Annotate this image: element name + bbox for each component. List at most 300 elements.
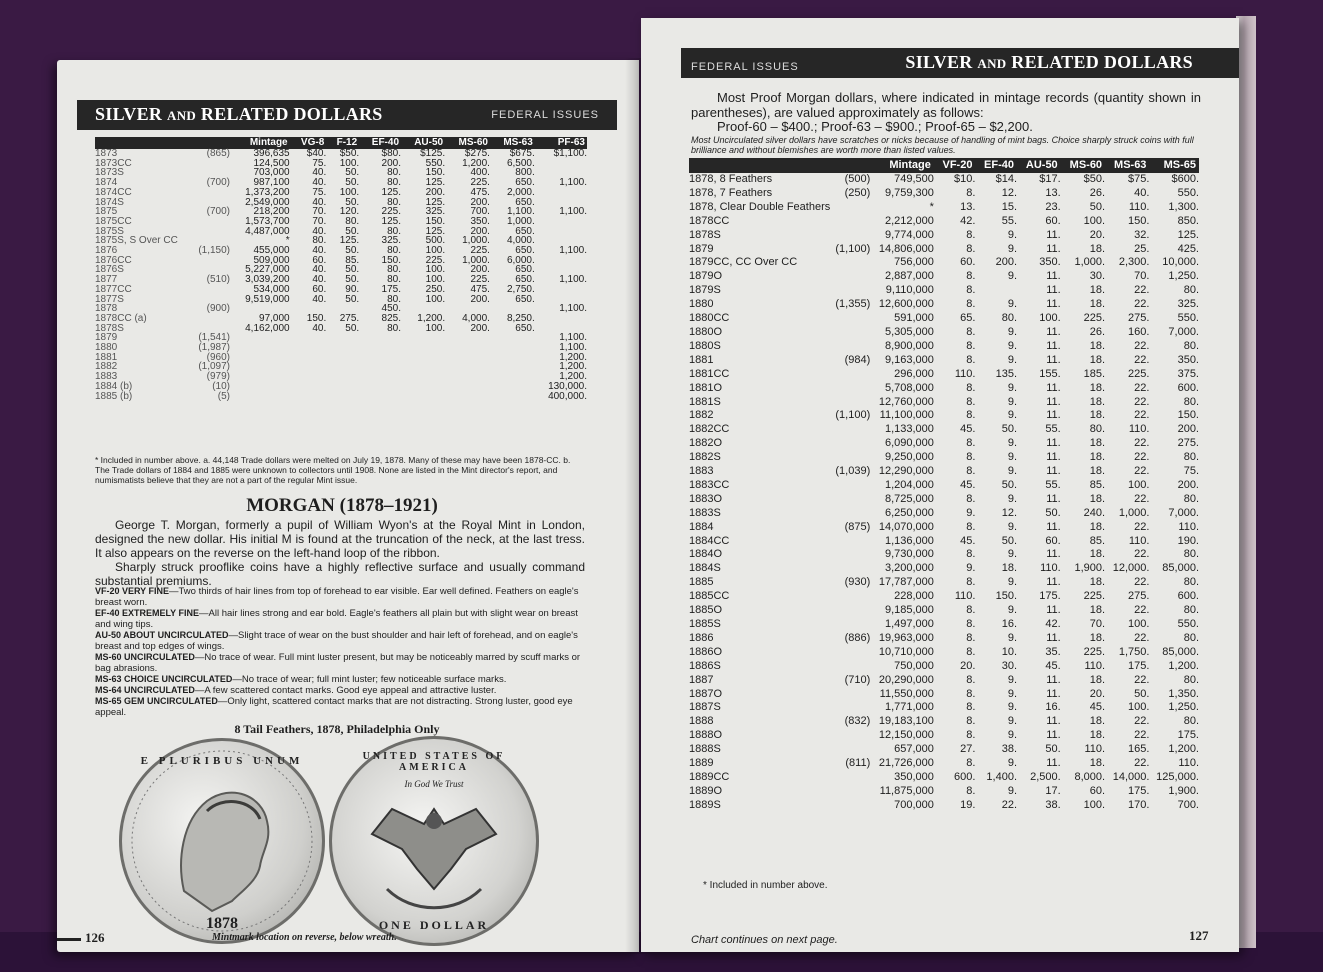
price-cell: 42. [960, 214, 976, 227]
price-cell [326, 372, 359, 382]
price-cell: 100. [1128, 618, 1150, 630]
table-row [689, 646, 1199, 660]
price-cell [535, 256, 587, 266]
price-cell: 22. [1134, 339, 1150, 352]
price-cell: 190. [1177, 534, 1199, 547]
price-cell: 600. [1177, 381, 1199, 394]
price-cell: 200. [470, 264, 490, 276]
price-cell: 20. [1089, 228, 1106, 241]
row-label: 1877CC [95, 283, 132, 295]
price-cell: 40. [1134, 186, 1150, 199]
price-cell: 110. [1040, 562, 1061, 575]
column-header: MS-65 [1149, 158, 1199, 173]
mintage-value: 21,726,000 [878, 757, 934, 770]
price-cell: $14. [995, 173, 1018, 185]
price-cell: 22. [1134, 715, 1150, 728]
price-cell: 8. [966, 186, 976, 199]
price-cell: 18. [1089, 298, 1106, 311]
price-cell: 350. [1177, 353, 1199, 366]
table-row [689, 757, 1199, 771]
proof-mintage [830, 326, 870, 340]
mintage-value: 509,000 [253, 254, 290, 266]
price-cell: $17. [1039, 173, 1061, 185]
price-cell: 1,000. [462, 235, 490, 247]
price-cell: 100. [339, 186, 360, 198]
price-cell: 9. [1007, 687, 1018, 700]
price-cell: 650. [515, 322, 535, 334]
price-cell: 50. [1001, 423, 1018, 436]
price-cell [445, 353, 490, 363]
price-cell: $1,100. [553, 148, 587, 159]
proof-intro: Most Proof Morgan dollars, where indicated in mintage records (quantity shown in parentheses), are valued approximately as follows: [691, 90, 1201, 120]
uncirculated-note: Most Uncirculated silver dollars have scratches or nicks because of handling of mint bags. Choice sharply struck coins with full brilliance and without blemishes are worth more than listed values. [691, 135, 1194, 155]
price-cell [490, 343, 535, 353]
price-cell: 375. [1177, 367, 1199, 380]
proof-mintage [830, 618, 870, 632]
price-cell: $10. [954, 173, 976, 185]
row-label: 1873CC [95, 157, 132, 169]
column-header: Mintage [230, 137, 290, 149]
row-label: 1876CC [95, 254, 132, 266]
price-cell: $600. [1171, 173, 1199, 185]
price-cell: 9. [1007, 353, 1018, 366]
proof-mintage [830, 312, 870, 326]
row-label: 1873 [95, 148, 118, 159]
price-cell: 9. [1007, 395, 1018, 408]
price-cell: 11. [1046, 451, 1061, 464]
price-cell: 18. [1089, 757, 1106, 770]
mintage-value: 218,200 [253, 206, 290, 218]
price-cell: 11. [1046, 325, 1061, 338]
mintage-value: 534,000 [253, 283, 290, 295]
price-cell: 8. [966, 520, 976, 533]
row-label: 1886S [689, 659, 721, 672]
price-cell [290, 343, 327, 353]
price-cell [401, 382, 445, 392]
proof-mintage [185, 227, 230, 237]
table-row [95, 392, 587, 402]
mintage-value: 12,600,000 [878, 298, 934, 311]
row-label: 1882O [689, 437, 723, 450]
price-cell: 100. [425, 264, 446, 276]
price-cell: 80. [387, 177, 402, 189]
price-cell: 22. [1134, 409, 1150, 422]
price-cell: 9. [1007, 520, 1018, 533]
column-header: AU-50 [401, 137, 445, 149]
row-label: 1880 [689, 298, 714, 311]
price-cell: 20. [960, 659, 976, 672]
table-row [689, 215, 1199, 229]
price-cell: 55. [1045, 423, 1061, 436]
table-row [689, 354, 1199, 368]
price-cell: 9. [1007, 673, 1018, 686]
price-cell: 125. [339, 235, 360, 247]
row-label: 1875S [95, 225, 124, 237]
table-row [689, 437, 1199, 451]
column-header: VF-20 [934, 158, 976, 173]
price-cell: 42. [1045, 618, 1061, 630]
price-cell: 22. [1134, 437, 1150, 450]
price-cell: 200. [470, 225, 490, 237]
mintage-value [230, 343, 290, 353]
proof-mintage: (1,097) [198, 361, 230, 373]
price-cell: 40. [312, 245, 327, 257]
proof-mintage: (984) [844, 353, 871, 366]
price-cell: 30. [1089, 270, 1106, 283]
table-row [689, 479, 1199, 493]
price-cell [445, 372, 490, 382]
right-header-title: SILVER AND RELATED DOLLARS [905, 52, 1193, 72]
row-label: 1878, Clear Double Feathers [689, 200, 831, 213]
mintage-value: 11,875,000 [879, 784, 934, 797]
price-cell: 100. [1128, 701, 1150, 714]
row-label: 1879O [689, 270, 723, 283]
price-cell: 40. [312, 293, 327, 305]
proof-mintage: (1,355) [835, 298, 871, 311]
price-cell: 175. [1039, 590, 1061, 603]
price-cell: 350. [470, 215, 490, 227]
price-cell: 8. [966, 409, 976, 422]
mintage-value: 1,373,200 [245, 186, 290, 198]
price-cell: 80. [1183, 576, 1199, 589]
price-cell: 100. [1039, 312, 1061, 325]
proof-mintage: (865) [206, 148, 230, 159]
price-cell: 38. [1045, 798, 1061, 811]
price-cell: 650. [515, 196, 535, 208]
price-cell: 275. [1177, 437, 1199, 450]
price-cell: 10. [1001, 645, 1018, 658]
price-cell: 8. [966, 548, 976, 561]
proof-mintage: (700) [206, 206, 230, 218]
price-cell: 40. [312, 264, 327, 276]
price-cell: 22. [1134, 395, 1150, 408]
reverse-denomination: ONE DOLLAR [378, 918, 490, 932]
price-cell: 9. [1007, 325, 1018, 338]
price-cell: $675. [509, 148, 535, 159]
price-cell: 650. [515, 264, 535, 276]
price-cell: 75. [312, 157, 327, 169]
price-cell: 50. [1045, 743, 1061, 756]
price-cell: 12. [1001, 506, 1018, 519]
proof-mintage [830, 646, 870, 660]
price-cell: 45. [960, 478, 976, 491]
row-label: 1884 (b) [95, 380, 133, 392]
row-label: 1883 [95, 371, 118, 383]
row-label: 1883O [689, 492, 723, 505]
price-cell: 200. [1177, 478, 1199, 491]
mintage-value: 749,500 [894, 173, 934, 185]
price-cell: 22. [1001, 798, 1018, 811]
price-cell: 40. [312, 225, 327, 237]
proof-mintage: (10) [212, 380, 230, 392]
grade-text: —A few scattered contact marks. Good eye appeal and attractive luster. [194, 685, 497, 696]
price-cell: 9. [1007, 548, 1018, 561]
price-cell: 35. [1045, 645, 1061, 658]
table-row [95, 168, 587, 178]
row-label: 1889 [689, 757, 714, 770]
row-label: 1885O [689, 604, 723, 617]
mintage-value: 1,204,000 [884, 478, 934, 491]
price-cell: 200. [470, 322, 490, 334]
price-cell: 11. [1046, 353, 1061, 366]
price-cell: 11. [1046, 492, 1061, 505]
price-cell: 80. [387, 293, 402, 305]
price-cell: 22. [1134, 298, 1150, 311]
price-cell [326, 382, 359, 392]
row-label: 1880S [689, 339, 721, 352]
chart-continues-note: Chart continues on next page. [691, 934, 838, 946]
price-cell: 11. [1046, 381, 1061, 394]
price-cell: 18. [1089, 729, 1106, 742]
price-cell: 12. [1001, 186, 1018, 199]
price-cell: 1,100. [506, 206, 535, 218]
proof-mintage [830, 423, 870, 437]
price-cell: 8. [966, 757, 976, 770]
mintage-value: 17,787,000 [878, 576, 934, 589]
price-cell: 8. [966, 492, 976, 505]
price-cell: 80. [1183, 492, 1199, 505]
page-edges [1236, 16, 1256, 948]
price-cell: 825. [381, 312, 402, 324]
table-row [689, 521, 1199, 535]
proof-mintage [830, 368, 870, 382]
price-cell: 8. [966, 395, 976, 408]
row-label: 1888O [689, 729, 723, 742]
table-row [689, 576, 1199, 590]
column-header: MS-63 [1105, 158, 1149, 173]
mintage-value: 455,000 [253, 245, 290, 257]
column-header: MS-63 [490, 137, 535, 149]
price-cell [290, 362, 327, 372]
price-cell: 85. [345, 254, 360, 266]
price-cell: 22. [1134, 631, 1150, 644]
price-cell: 80. [1183, 395, 1199, 408]
price-cell: 22. [1134, 673, 1150, 686]
price-cell: 1,100. [559, 206, 587, 218]
price-cell: 130,000. [548, 380, 587, 392]
price-cell: 8. [966, 381, 976, 394]
proof-mintage [830, 785, 870, 799]
grade-entry [95, 630, 585, 652]
price-cell: 40. [312, 274, 327, 286]
price-cell: 40. [312, 177, 327, 189]
row-label: 1875 [95, 206, 118, 218]
reverse-coin-image [329, 736, 539, 946]
price-cell [290, 353, 327, 363]
mintage-value: 2,887,000 [884, 270, 934, 283]
price-cell: 50. [345, 245, 360, 257]
price-cell: 18. [1089, 395, 1106, 408]
mintage-value: 9,185,000 [884, 604, 934, 617]
left-header-title: SILVER AND RELATED DOLLARS [95, 104, 383, 124]
price-cell: 85,000. [1162, 645, 1199, 658]
row-label: 1889O [689, 784, 723, 797]
table-row [95, 188, 587, 198]
price-cell: 550. [1177, 312, 1199, 325]
price-cell: 700. [1177, 798, 1199, 811]
table-row [689, 674, 1199, 688]
row-label: 1886 [689, 631, 714, 644]
mintage-value: 11,100,000 [879, 409, 934, 422]
price-cell: 80. [387, 322, 402, 334]
column-header: F-12 [326, 137, 359, 149]
row-label: 1888 [689, 715, 714, 728]
price-cell: 16. [1001, 618, 1018, 630]
proof-mintage: (1,987) [198, 342, 230, 354]
row-label: 1878CC [689, 214, 730, 227]
price-cell: 9. [966, 562, 976, 575]
coin-caption: 8 Tail Feathers, 1878, Philadelphia Only [234, 722, 440, 736]
price-cell: 11. [1046, 673, 1061, 686]
price-cell: 1,100. [559, 332, 587, 344]
price-cell: 50. [345, 322, 360, 334]
grade-code: MS-63 CHOICE UNCIRCULATED [95, 674, 233, 684]
table-row [689, 284, 1199, 298]
price-cell: 550. [425, 157, 446, 169]
price-cell [490, 372, 535, 382]
price-cell: 9. [1007, 339, 1018, 352]
row-label: 1881 [689, 353, 714, 366]
price-cell: 100. [425, 245, 446, 257]
mintage-value [230, 382, 290, 392]
proof-mintage: (700) [206, 177, 230, 189]
price-cell: 22. [1134, 284, 1150, 297]
price-cell: 18. [1089, 673, 1106, 686]
price-cell: 9. [1007, 715, 1018, 728]
price-cell: 150. [1177, 409, 1199, 422]
mintage-value: 700,000 [894, 798, 934, 811]
proof-mintage: (1,100) [835, 409, 871, 422]
mintage-value: 14,806,000 [878, 242, 934, 255]
price-cell: 80. [312, 235, 327, 247]
table-row [689, 507, 1199, 521]
table-row [689, 785, 1199, 799]
price-cell: 11. [1046, 298, 1061, 311]
price-cell: 9. [1007, 757, 1018, 770]
grade-code: AU-50 ABOUT UNCIRCULATED [95, 630, 229, 640]
price-cell: 55. [1045, 478, 1061, 491]
price-cell: 18. [1089, 492, 1106, 505]
proof-mintage [830, 799, 870, 813]
mintage-value: * [285, 235, 290, 247]
price-cell: 225. [1083, 645, 1106, 658]
price-cell [359, 343, 401, 353]
price-cell: 100. [425, 322, 446, 334]
proof-mintage [830, 660, 870, 674]
right-header-bar [681, 48, 1239, 78]
price-cell: 23. [1045, 200, 1061, 213]
row-label: 1881O [689, 381, 723, 394]
row-label: 1887 [689, 673, 714, 686]
price-cell: 1,200. [1168, 659, 1199, 672]
price-cell: 225. [425, 254, 446, 266]
grade-text: —Two thirds of hair lines from top of forehead to ear visible. Ear well defined. Feathers on eagle's breast worn. [95, 586, 579, 608]
price-cell [490, 353, 535, 363]
price-cell: 60. [312, 254, 327, 266]
price-cell [445, 343, 490, 353]
price-cell: 100. [339, 157, 360, 169]
proof-mintage: (1,039) [835, 465, 871, 478]
price-cell [401, 362, 445, 372]
price-cell [535, 285, 587, 295]
price-cell: 1,350. [1168, 687, 1199, 700]
price-cell: 225. [1128, 367, 1150, 380]
mintage-value: 5,305,000 [884, 325, 934, 338]
mintage-value: 2,212,000 [884, 214, 934, 227]
morgan-title: MORGAN (1878–1921) [246, 495, 438, 516]
proof-mintage [830, 604, 870, 618]
price-cell: 1,900. [1168, 784, 1199, 797]
price-cell: 275. [339, 312, 360, 324]
price-cell: 80. [387, 264, 402, 276]
price-cell: 1,200. [559, 371, 587, 383]
price-cell: 18. [1089, 353, 1106, 366]
price-cell: 1,100. [559, 303, 587, 315]
price-cell: 185. [1083, 367, 1106, 380]
price-cell: 14,000. [1112, 770, 1150, 783]
price-cell: 9. [1007, 298, 1018, 311]
price-cell: 350. [1039, 256, 1061, 269]
mintage-value: 14,070,000 [878, 520, 934, 533]
grade-text: —Slight trace of wear on the bust shoulder and hair left of forehead, and on eagle's breast and top edges of wings. [95, 630, 578, 652]
price-cell: 8. [966, 645, 976, 658]
row-label: 1880CC [689, 312, 730, 325]
price-cell: 150. [425, 167, 446, 179]
price-cell [359, 382, 401, 392]
price-cell: 8. [966, 687, 976, 700]
reverse-motto: In God We Trust [404, 779, 464, 789]
price-cell: 175. [381, 283, 402, 295]
price-cell: 80. [1183, 339, 1199, 352]
left-footnote: * Included in number above. a. 44,148 Trade dollars were melted on July 19, 1878. Many of these may have been 1878-CC. b. The Trade dollars of 1884 and 1885 were unknown to collectors until 1908. None are listed in the Mint director's report, and numismatists believe that they are not a part of the regular Mint issue. [95, 455, 571, 485]
price-cell: 325. [425, 206, 446, 218]
price-cell [359, 392, 401, 402]
price-cell: 11. [1046, 228, 1061, 241]
table-row [689, 396, 1199, 410]
price-cell: 550. [1177, 186, 1199, 199]
price-cell: 9. [1007, 576, 1018, 589]
price-cell: 100. [1128, 478, 1150, 491]
mintage-value: 12,150,000 [878, 729, 934, 742]
price-cell: 4,000. [462, 312, 490, 324]
table-row [689, 243, 1199, 257]
table-row [689, 229, 1199, 243]
table-row [95, 333, 587, 343]
price-cell: 30. [1001, 659, 1018, 672]
row-label: 1876 [95, 245, 118, 257]
price-cell: 1,000. [462, 254, 490, 266]
price-cell: 1,200. [1168, 743, 1199, 756]
price-cell: 11. [1046, 284, 1061, 297]
price-cell: 175. [1128, 784, 1150, 797]
price-cell: 45. [960, 423, 976, 436]
obverse-legend: E PLURIBUS UNUM [140, 755, 304, 767]
price-cell: 200. [1177, 423, 1199, 436]
table-row [689, 701, 1199, 715]
price-cell: 2,300. [1118, 256, 1150, 269]
price-cell [975, 284, 1017, 298]
price-cell: 650. [515, 293, 535, 305]
price-cell: 125,000. [1156, 770, 1199, 783]
price-cell: 8. [966, 339, 976, 352]
price-cell: 60. [312, 283, 327, 295]
mintage-value: 350,000 [894, 770, 934, 783]
price-cell: 70. [1089, 618, 1106, 630]
price-cell: 8. [966, 701, 976, 714]
proof-mintage [830, 771, 870, 785]
table-row [689, 368, 1199, 382]
price-cell: 50. [345, 167, 360, 179]
